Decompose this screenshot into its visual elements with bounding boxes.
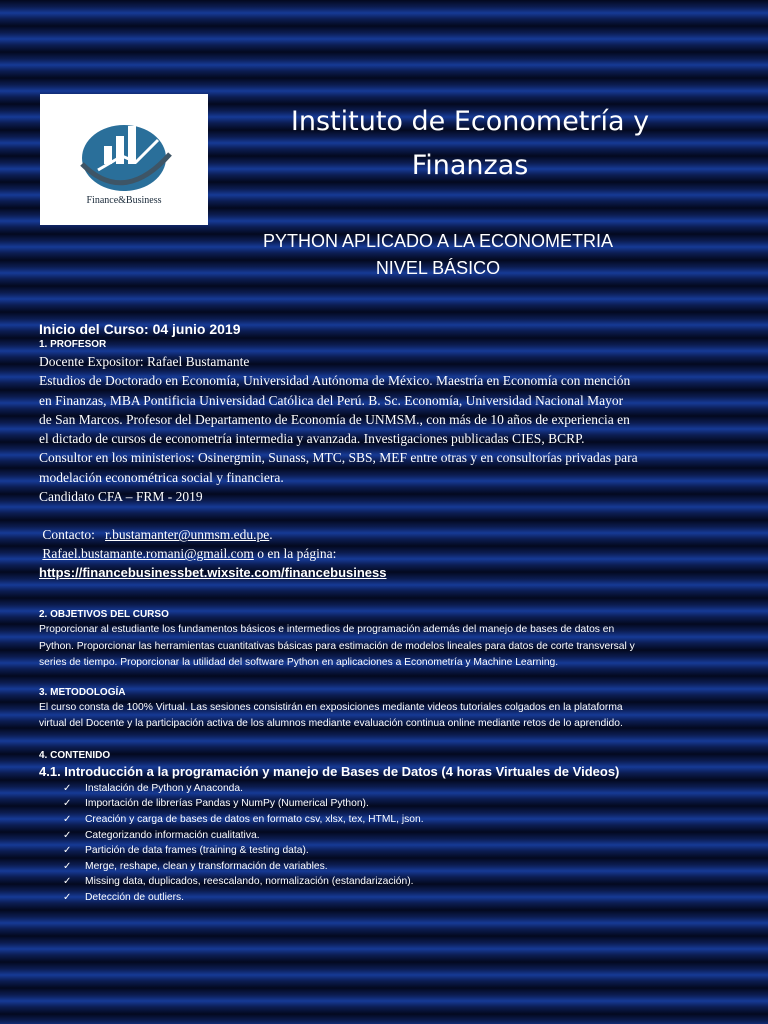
list-item-text: Creación y carga de bases de datos en formato csv, xlsx, tex, HTML, json. [85, 814, 424, 826]
list-item [63, 796, 739, 812]
course-title [200, 228, 676, 282]
contact-label: Contacto: [42, 527, 95, 543]
logo-caption: Finance&Business [86, 195, 162, 206]
course-title-line1: PYTHON APLICADO A LA ECONOMETRIA [262, 231, 614, 251]
section-heading-profesor: 1. PROFESOR [39, 339, 107, 350]
section-heading-objetivos: 2. OBJETIVOS DEL CURSO [39, 609, 169, 621]
check-icon: ✓ [63, 798, 72, 810]
email-link-unmsm[interactable]: r.bustamanter@unmsm.edu.pe [105, 527, 270, 543]
objetivos-line: Python. Proporcionar las herramientas cuantitativas básicas para estimación de modelos lineales para datos de corte transversal y [39, 640, 635, 652]
profesor-line: Candidato CFA – FRM - 2019 [39, 489, 203, 505]
profesor-line: Estudios de Doctorado en Economía, Universidad Autónoma de México. Maestría en Economía con mención [39, 373, 631, 389]
contact-row [39, 525, 739, 544]
email1-suffix: . [269, 527, 273, 543]
email-link-gmail[interactable]: Rafael.bustamante.romani@gmail.com [42, 546, 254, 562]
list-item [63, 828, 739, 844]
institute-title-line2: Finanzas [411, 150, 529, 181]
list-item-text: Partición de data frames (training & testing data). [85, 845, 309, 857]
check-icon: ✓ [63, 845, 72, 857]
section-heading-metodologia: 3. METODOLOGÍA [39, 686, 126, 698]
section-heading-contenido: 4. CONTENIDO [39, 749, 111, 761]
profesor-line: Consultor en los ministerios: Osinergmin, Sunass, MTC, SBS, MEF entre otras y en consultorías privadas para [39, 450, 638, 466]
objetivos-line: Proporcionar al estudiante los fundamentos básicos e intermedios de programación además del manejo de bases de datos en [39, 624, 615, 636]
list-item-text: Detección de outliers. [85, 892, 185, 904]
profesor-line: modelación econométrica social y financiera. [39, 469, 284, 485]
check-icon: ✓ [63, 876, 72, 888]
email2-suffix: o en la página: [253, 546, 337, 562]
check-icon: ✓ [63, 860, 72, 872]
finance-business-logo [40, 94, 208, 225]
list-item-text: Importación de librerías Pandas y NumPy (Numerical Python). [85, 798, 369, 810]
list-item-text: Merge, reshape, clean y transformación de variables. [85, 860, 328, 872]
list-item [63, 890, 739, 906]
metodologia-line: virtual del Docente y la participación activa de los alumnos mediante evaluación continua online mediante retos de lo aprendido. [39, 718, 623, 730]
check-icon: ✓ [63, 892, 72, 904]
list-item-text: Categorizando información cualitativa. [85, 829, 260, 841]
list-item [63, 812, 739, 828]
list-item-text: Instalación de Python y Anaconda. [85, 782, 243, 794]
profesor-line: Docente Expositor: Rafael Bustamante [39, 354, 250, 369]
contact-row [39, 544, 739, 563]
check-icon: ✓ [63, 829, 72, 841]
profesor-line: de San Marcos. Profesor del Departamento de Economía de UNMSM., con más de 10 años de experiencia en [39, 411, 630, 427]
institute-title-line1: Instituto de Econometría y [290, 106, 650, 137]
list-item-text: Missing data, duplicados, reescalando, normalización (estandarización). [85, 876, 414, 888]
course-start-date: Inicio del Curso: 04 junio 2019 [39, 321, 241, 337]
website-link[interactable]: https://financebusinessbet.wixsite.com/financebusiness [39, 565, 387, 581]
check-icon: ✓ [63, 782, 72, 794]
profesor-line: en Finanzas, MBA Pontificia Universidad Católica del Perú. B. Sc. Economía, Universidad Nacional Mayor [39, 392, 624, 408]
list-item [63, 874, 739, 890]
contenido-list [39, 781, 739, 906]
check-icon: ✓ [63, 814, 72, 826]
institute-title [250, 100, 690, 188]
list-item [63, 859, 739, 875]
objetivos-line: series de tiempo. Proporcionar la utilidad del software Python en aplicaciones a Econometría y Machine Learning. [39, 657, 559, 669]
course-title-line2: NIVEL BÁSICO [375, 258, 501, 278]
document-body [39, 320, 739, 906]
list-item [63, 843, 739, 859]
metodologia-line: El curso consta de 100% Virtual. Las sesiones consistirán en exposiciones mediante videos tutoriales colgados en la plataforma [39, 701, 623, 713]
profesor-line: el dictado de cursos de econometría intermedia y avanzada. Investigaciones publicadas CIES, BCRP. [39, 431, 585, 447]
contenido-subheading: 4.1. Introducción a la programación y manejo de Bases de Datos (4 horas Virtuales de Videos) [39, 763, 620, 779]
list-item [63, 781, 739, 797]
